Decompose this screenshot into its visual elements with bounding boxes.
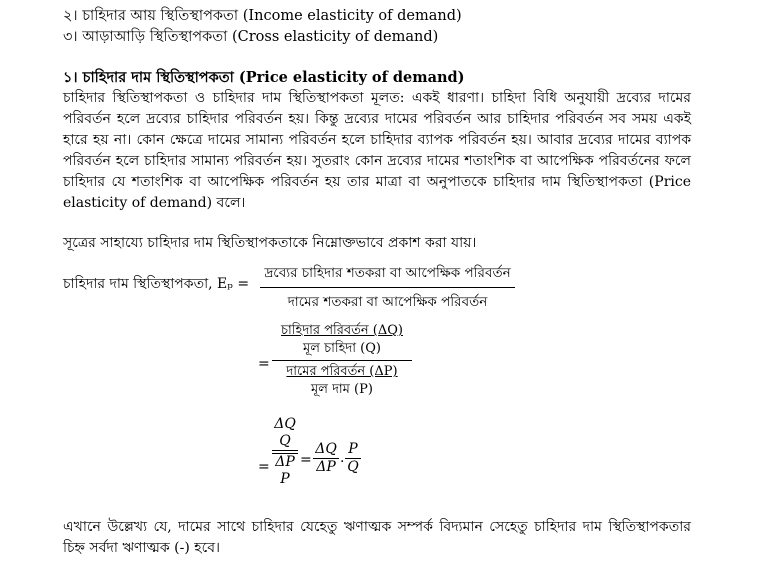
formula-fraction-1 — [260, 262, 515, 314]
formula-fraction-2 — [272, 322, 412, 399]
fraction-2-den-den: মূল দাম (P) — [311, 382, 373, 397]
equals-sign-3: = — [258, 459, 270, 475]
fraction-2-den-num: দামের পরিবর্তন (ΔP) — [286, 364, 398, 379]
frac5-den: Q — [347, 459, 359, 475]
list-item-income-elasticity: ২। চাহিদার আয় স্থিতিস্থাপকতা (Income elasticity of demand) — [63, 8, 462, 24]
frac5 — [345, 441, 361, 476]
frac3-dp: ΔP — [272, 453, 298, 471]
conclusion-paragraph: এখানে উল্লেখ্য যে, দামের সাথে চাহিদার যেহেতু ঋণাত্মক সম্পর্ক বিদ্যমান সেহেতু চাহিদার দাম স্থিতিস্থাপকতার চিহ্ন সর্বদা ঋণাত্মক (-) হবে। — [63, 519, 691, 556]
equals-sign-4: = — [300, 452, 312, 468]
fraction-2-num-den: মূল চাহিদা (Q) — [272, 340, 412, 361]
body-paragraph: চাহিদার স্থিতিস্থাপকতা ও চাহিদার দাম স্থিতিস্থাপকতা মূলত: একই ধারণা। চাহিদা বিধি অনুযায়ী দ্রব্যের দামের পরিবর্তন হলে দ্রব্যের চাহিদার পরিবর্তন হয়। কিন্তু দ্রব্যের দামের পরিবর্তন আর চাহিদার পরিবর্তন সব সময় একই হারে হয় না। কোন ক্ষেত্রে দামের সামান্য পরিবর্তন হলে চাহিদার ব্যাপক পরিবর্তন হয়। আবার দ্রব্যের দামের ব্যাপক পরিবর্তন হলে চাহিদার সামান্য পরিবর্তন হয়। সুতরাং কোন দ্রব্যের দামের শতাংশিক বা আপেক্ষিক পরিবর্তনের ফলে চাহিদার যে শতাংশিক বা আপেক্ষিক পরিবর্তন হয় তার মাত্রা বা অনুপাতকে চাহিদার দাম স্থিতিস্থাপকতা (Price elasticity of demand) বলে। — [63, 90, 691, 211]
frac4-num: ΔQ — [313, 441, 339, 459]
formula-fraction-3 — [272, 416, 298, 488]
frac5-num: P — [345, 441, 361, 459]
fraction-1-numerator: দ্রব্যের চাহিদার শতকরা বা আপেক্ষিক পরিবর্তন — [260, 262, 515, 288]
equals-sign-2: = — [258, 356, 270, 372]
section-heading: ১। চাহিদার দাম স্থিতিস্থাপকতা (Price elasticity of demand) — [63, 69, 465, 86]
frac3-q: Q — [272, 433, 298, 451]
formula-lhs: চাহিদার দাম স্থিতিস্থাপকতা, Eₚ = — [63, 276, 250, 292]
dot-operator: . — [340, 450, 345, 466]
fraction-2-num-num: চাহিদার পরিবর্তন (ΔQ) — [281, 323, 403, 338]
formula-intro: সূত্রের সাহায্যে চাহিদার দাম স্থিতিস্থাপকতাকে নিম্নোক্তভাবে প্রকাশ করা যায়। — [63, 235, 477, 251]
fraction-1-denominator: দামের শতকরা বা আপেক্ষিক পরিবর্তন — [287, 294, 488, 310]
frac4-den: ΔP — [316, 459, 336, 475]
frac3-dq: ΔQ — [274, 416, 296, 432]
frac3-p: P — [280, 471, 290, 487]
frac4 — [313, 441, 339, 476]
list-item-cross-elasticity: ৩। আড়াআড়ি স্থিতিস্থাপকতা (Cross elasticity of demand) — [63, 29, 439, 45]
